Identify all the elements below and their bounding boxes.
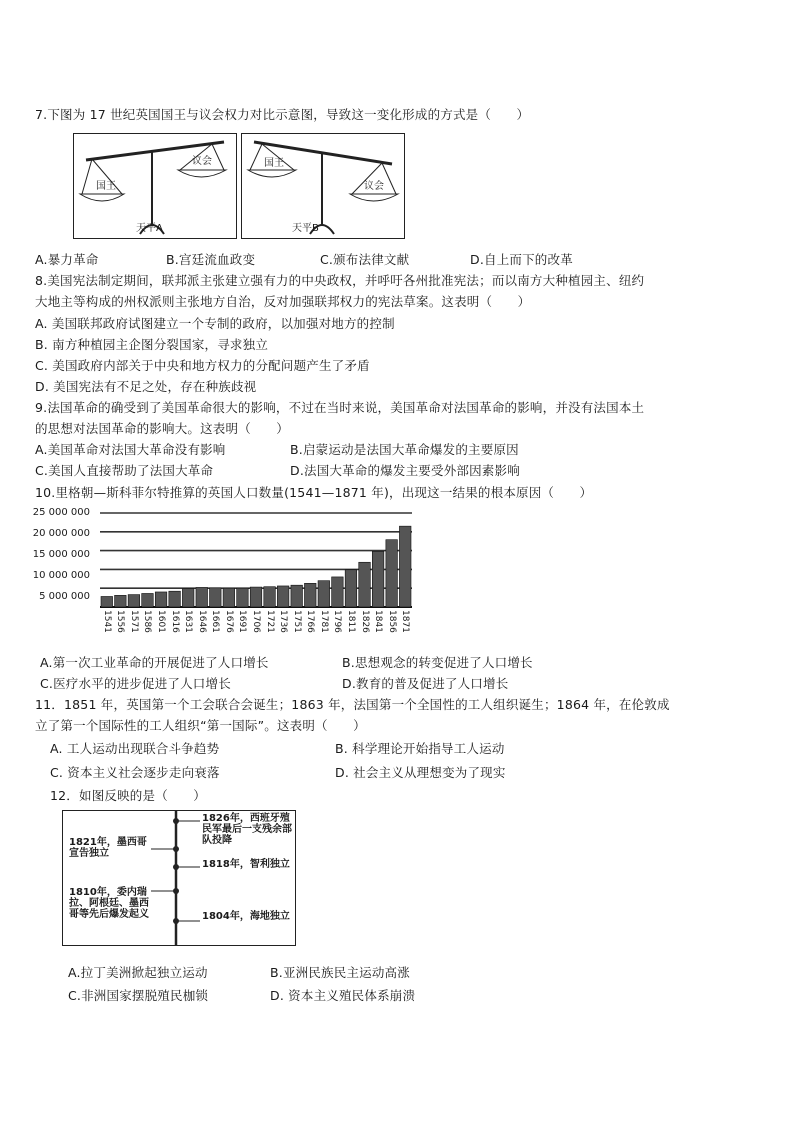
q12-option-b[interactable]: B.亚洲民族民主运动高涨: [270, 965, 410, 980]
bar-1586: [142, 593, 154, 607]
timeline-event-1818: 1818年，智利独立: [202, 859, 290, 870]
q11-option-d[interactable]: D. 社会主义从理想变为了现实: [335, 765, 506, 780]
q7-stem: 7.下图为 17 世纪英国国王与议会权力对比示意图，导致这一变化形成的方式是（ ）: [35, 107, 530, 122]
bar-1826: [359, 562, 371, 607]
bar-1646: [196, 587, 208, 607]
bar-1541: [101, 596, 113, 607]
q12-option-c[interactable]: C.非洲国家摆脱殖民枷锁: [68, 988, 209, 1003]
x-tick-label: 1616: [169, 610, 180, 633]
q8-stem-line2: 大地主等构成的州权派则主张地方自治，反对加强联邦权力的宪法草案。这表明（ ）: [35, 294, 531, 309]
q10-option-b[interactable]: B.思想观念的转变促进了人口增长: [342, 655, 533, 670]
x-tick-label: 1601: [156, 610, 167, 633]
bar-1721: [264, 587, 276, 607]
bar-1676: [223, 588, 235, 607]
q8-option-b[interactable]: B. 南方种植园主企图分裂国家，寻求独立: [35, 337, 269, 352]
scale-b-left-pan: 国王: [264, 158, 284, 169]
timeline-event-1826: 1826年，西班牙殖民军最后一支残余部队投降: [202, 813, 292, 846]
x-tick-label: 1841: [373, 610, 384, 633]
x-tick-label: 1586: [142, 610, 153, 633]
scale-figure-a: [73, 133, 237, 239]
bar-1556: [115, 595, 127, 607]
timeline-event-1821: 1821年，墨西哥宣告独立: [69, 837, 147, 859]
x-tick-label: 1691: [237, 610, 248, 633]
q10-option-c[interactable]: C.医疗水平的进步促进了人口增长: [40, 676, 231, 691]
q7-option-a[interactable]: A.暴力革命: [35, 252, 99, 267]
x-tick-label: 1661: [210, 610, 221, 633]
x-tick-label: 1556: [115, 610, 126, 633]
scale-b-right-pan: 议会: [364, 181, 384, 192]
scale-b-caption: 天平B: [292, 223, 319, 234]
q10-stem: 10.里格朝—斯科菲尔特推算的英国人口数量(1541—1871 年)，出现这一结果的根本原因（ ）: [35, 485, 593, 500]
q8-option-c[interactable]: C. 美国政府内部关于中央和地方权力的分配问题产生了矛盾: [35, 358, 370, 373]
x-tick-label: 1766: [305, 610, 316, 633]
bar-1871: [399, 526, 411, 607]
scale-figure-b: [241, 133, 405, 239]
q8-option-d[interactable]: D. 美国宪法有不足之处，存在种族歧视: [35, 379, 257, 394]
bar-1601: [155, 592, 167, 607]
x-tick-label: 1721: [264, 610, 275, 633]
x-tick-label: 1631: [183, 610, 194, 633]
q9-option-a[interactable]: A.美国革命对法国大革命没有影响: [35, 442, 226, 457]
bar-1736: [277, 586, 289, 607]
q11-option-b[interactable]: B. 科学理论开始指导工人运动: [335, 741, 505, 756]
timeline-figure: [62, 810, 296, 946]
x-tick-label: 1856: [386, 610, 397, 633]
q11-stem-line1: 11．1851 年，英国第一个工会联合会诞生；1863 年，法国第一个全国性的工人组织诞生；1864 年，在伦敦成: [35, 697, 670, 712]
x-tick-label: 1826: [359, 610, 370, 633]
timeline-event-1804: 1804年，海地独立: [202, 911, 290, 922]
y-tick-label: 20 000 000: [32, 528, 90, 539]
scale-a-left-pan: 国王: [96, 181, 116, 192]
q12-option-d[interactable]: D. 资本主义殖民体系崩溃: [270, 988, 416, 1003]
y-tick-label: 10 000 000: [32, 570, 90, 581]
q9-stem-line2: 的思想对法国革命的影响大。这表明（ ）: [35, 421, 290, 436]
q7-option-c[interactable]: C.颁布法律文献: [320, 252, 410, 267]
q9-option-b[interactable]: B.启蒙运动是法国大革命爆发的主要原因: [290, 442, 519, 457]
q7-option-d[interactable]: D.自上而下的改革: [470, 252, 573, 267]
x-tick-label: 1676: [223, 610, 234, 633]
x-tick-label: 1871: [400, 610, 411, 633]
q8-stem-line1: 8.美国宪法制定期间，联邦派主张建立强有力的中央政权，并呼吁各州批准宪法；而以南方大种植园主、纽约: [35, 273, 645, 288]
bar-1691: [237, 588, 249, 607]
q7-option-b[interactable]: B.宫廷流血政变: [166, 252, 256, 267]
bar-1631: [182, 589, 194, 607]
q10-option-a[interactable]: A.第一次工业革命的开展促进了人口增长: [40, 655, 269, 670]
x-tick-label: 1646: [196, 610, 207, 633]
y-tick-label: 25 000 000: [32, 507, 90, 518]
x-tick-label: 1736: [278, 610, 289, 633]
x-tick-label: 1796: [332, 610, 343, 633]
q9-option-d[interactable]: D.法国大革命的爆发主要受外部因素影响: [290, 463, 520, 478]
timeline-event-1810: 1810年，委内瑞拉、阿根廷、墨西哥等先后爆发起义: [69, 887, 149, 920]
bar-1856: [386, 540, 398, 607]
x-tick-label: 1781: [318, 610, 329, 633]
bar-1706: [250, 587, 262, 607]
bar-1571: [128, 595, 140, 607]
scale-a-caption: 天平A: [136, 223, 163, 234]
x-tick-label: 1751: [291, 610, 302, 633]
q10-option-d[interactable]: D.教育的普及促进了人口增长: [342, 676, 509, 691]
x-tick-label: 1706: [251, 610, 261, 633]
q8-option-a[interactable]: A. 美国联邦政府试图建立一个专制的政府，以加强对地方的控制: [35, 316, 395, 331]
q11-option-a[interactable]: A. 工人运动出现联合斗争趋势: [50, 741, 220, 756]
bar-1751: [291, 585, 303, 607]
q9-stem-line1: 9.法国革命的确受到了美国革命很大的影响，不过在当时来说，美国革命对法国革命的影响，并没有法国本土: [35, 400, 645, 415]
bar-1616: [169, 591, 181, 607]
bar-1661: [210, 588, 222, 607]
q12-stem: 12．如图反映的是（ ）: [50, 788, 207, 803]
y-tick-label: 5 000 000: [39, 591, 90, 602]
q12-option-a[interactable]: A.拉丁美洲掀起独立运动: [68, 965, 208, 980]
bar-1781: [318, 581, 330, 607]
bar-1841: [372, 551, 384, 607]
scale-a-right-pan: 议会: [192, 156, 212, 167]
q11-stem-line2: 立了第一个国际性的工人组织“第一国际”。这表明（ ）: [35, 718, 366, 733]
bar-1766: [304, 583, 316, 607]
y-tick-label: 15 000 000: [32, 549, 90, 560]
bar-1796: [332, 577, 344, 607]
q9-option-c[interactable]: C.美国人直接帮助了法国大革命: [35, 463, 214, 478]
q11-option-c[interactable]: C. 资本主义社会逐步走向衰落: [50, 765, 220, 780]
x-tick-label: 1811: [345, 610, 356, 633]
x-tick-label: 1571: [128, 610, 139, 633]
x-tick-label: 1541: [101, 610, 112, 633]
bar-1811: [345, 570, 357, 607]
